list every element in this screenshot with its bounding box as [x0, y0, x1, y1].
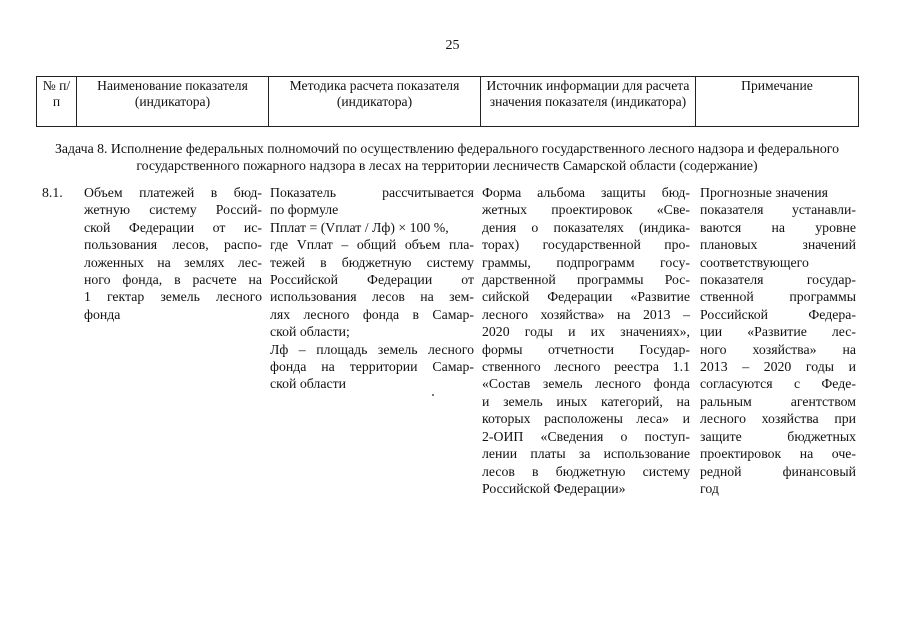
- text-line: ного хозяйства» на: [700, 341, 856, 357]
- text-line: Форма альбома защиты бюд-: [482, 185, 690, 200]
- text-line: 2013 – 2020 годы и: [700, 359, 856, 375]
- text-line: Лф – площадь земель лесного: [270, 341, 474, 357]
- text-line: ской области: [270, 376, 346, 392]
- text-line: лесного хозяйства» на 2013 –: [482, 306, 690, 322]
- text-line: согласуются с Феде-: [700, 376, 856, 392]
- text-line: год: [700, 480, 719, 496]
- text-line: проектировок на оче-: [700, 446, 856, 462]
- text-line: показателя устанавли-: [700, 202, 856, 218]
- text-line: дения о показателях (индика-: [482, 219, 690, 235]
- text-line: Российской Федерации от: [270, 272, 474, 288]
- table-header-row: [37, 77, 859, 127]
- text-line: лении платы за использование: [482, 446, 690, 462]
- scan-speck: [432, 394, 434, 396]
- text-line: ции «Развитие лес-: [700, 324, 856, 340]
- header-note: Примечание: [696, 77, 859, 127]
- text-line: Объем платежей в бюд-: [84, 185, 262, 200]
- header-method: Методика расчета показателя (индикатора): [269, 77, 481, 127]
- text-line: фонда: [84, 306, 121, 322]
- text-line: пользования лесов, распо-: [84, 237, 262, 253]
- table-header: [36, 76, 859, 127]
- text-line: которых расположены леса» и: [482, 411, 690, 427]
- text-line: сийской Федерации «Развитие: [482, 289, 690, 305]
- header-source: Источник информации для расчета значения показателя (индикатора): [481, 77, 696, 127]
- text-line: Показатель рассчитывается: [270, 185, 474, 200]
- indicator-name: [84, 184, 262, 323]
- text-line: ложенных на землях лес-: [84, 254, 262, 270]
- task-heading: Задача 8. Исполнение федеральных полномочий по осуществлению федерального государственного лесного надзора и федерального государственного пожарного надзора в лесах на территории лесничеств Самарской области (содержание): [55, 141, 839, 173]
- text-line: жетную систему Россий-: [84, 202, 262, 218]
- text-line: ного фонда, в расчете на: [84, 272, 262, 288]
- header-indicator-name: Наименование показателя (индикатора): [77, 77, 269, 127]
- text-line: по формуле: [270, 202, 339, 218]
- text-line: Российской Федера-: [700, 306, 856, 322]
- header-number: № п/п: [37, 77, 77, 127]
- text-line: фонда на территории Самар-: [270, 359, 474, 375]
- text-line: защите бюджетных: [700, 428, 856, 444]
- text-line: ственного лесного реестра 1.1: [482, 359, 690, 375]
- text-line: использования лесов на зем-: [270, 289, 474, 305]
- note: [700, 184, 856, 497]
- text-line: и земель иных категорий, на: [482, 393, 690, 409]
- text-line: тежей в бюджетную систему: [270, 254, 474, 270]
- formula-line: Пплат = (Vплат / Лф) × 100 %,: [270, 219, 449, 235]
- text-line: плановых значений: [700, 237, 856, 253]
- text-line: ской Федерации от ис-: [84, 219, 262, 235]
- text-line: 2-ОИП «Сведения о поступ-: [482, 428, 690, 444]
- text-line: Российской Федерации»: [482, 480, 626, 496]
- text-line: «Состав земель лесного фонда: [482, 376, 690, 392]
- text-line: ственной программы: [700, 289, 856, 305]
- text-line: соответствующего: [700, 254, 809, 270]
- text-line: 1 гектар земель лесного: [84, 289, 262, 305]
- text-line: торах) государственной про-: [482, 237, 690, 253]
- text-line: дарственной программы Рос-: [482, 272, 690, 288]
- text-line: показателя государ-: [700, 272, 856, 288]
- text-line: ральным агентством: [700, 393, 856, 409]
- text-line: где Vплат – общий объем пла-: [270, 237, 474, 253]
- information-source: [482, 184, 690, 497]
- text-line: редной финансовый: [700, 463, 856, 479]
- text-line: лесного хозяйства при: [700, 411, 856, 427]
- text-line: лях лесного фонда в Самар-: [270, 306, 474, 322]
- row-number: 8.1.: [42, 185, 63, 200]
- text-line: лесов в бюджетную систему: [482, 463, 690, 479]
- text-line: жетных проектировок «Све-: [482, 202, 690, 218]
- calculation-method: [270, 184, 474, 393]
- text-line: ской области;: [270, 324, 350, 340]
- text-line: 2020 годы и их значениях»,: [482, 324, 690, 340]
- text-line: ваются на уровне: [700, 219, 856, 235]
- page-number: 25: [445, 38, 460, 53]
- text-line: граммы, подпрограмм госу-: [482, 254, 690, 270]
- text-line: формы отчетности Государ-: [482, 341, 690, 357]
- text-line: Прогнозные значения: [700, 185, 828, 200]
